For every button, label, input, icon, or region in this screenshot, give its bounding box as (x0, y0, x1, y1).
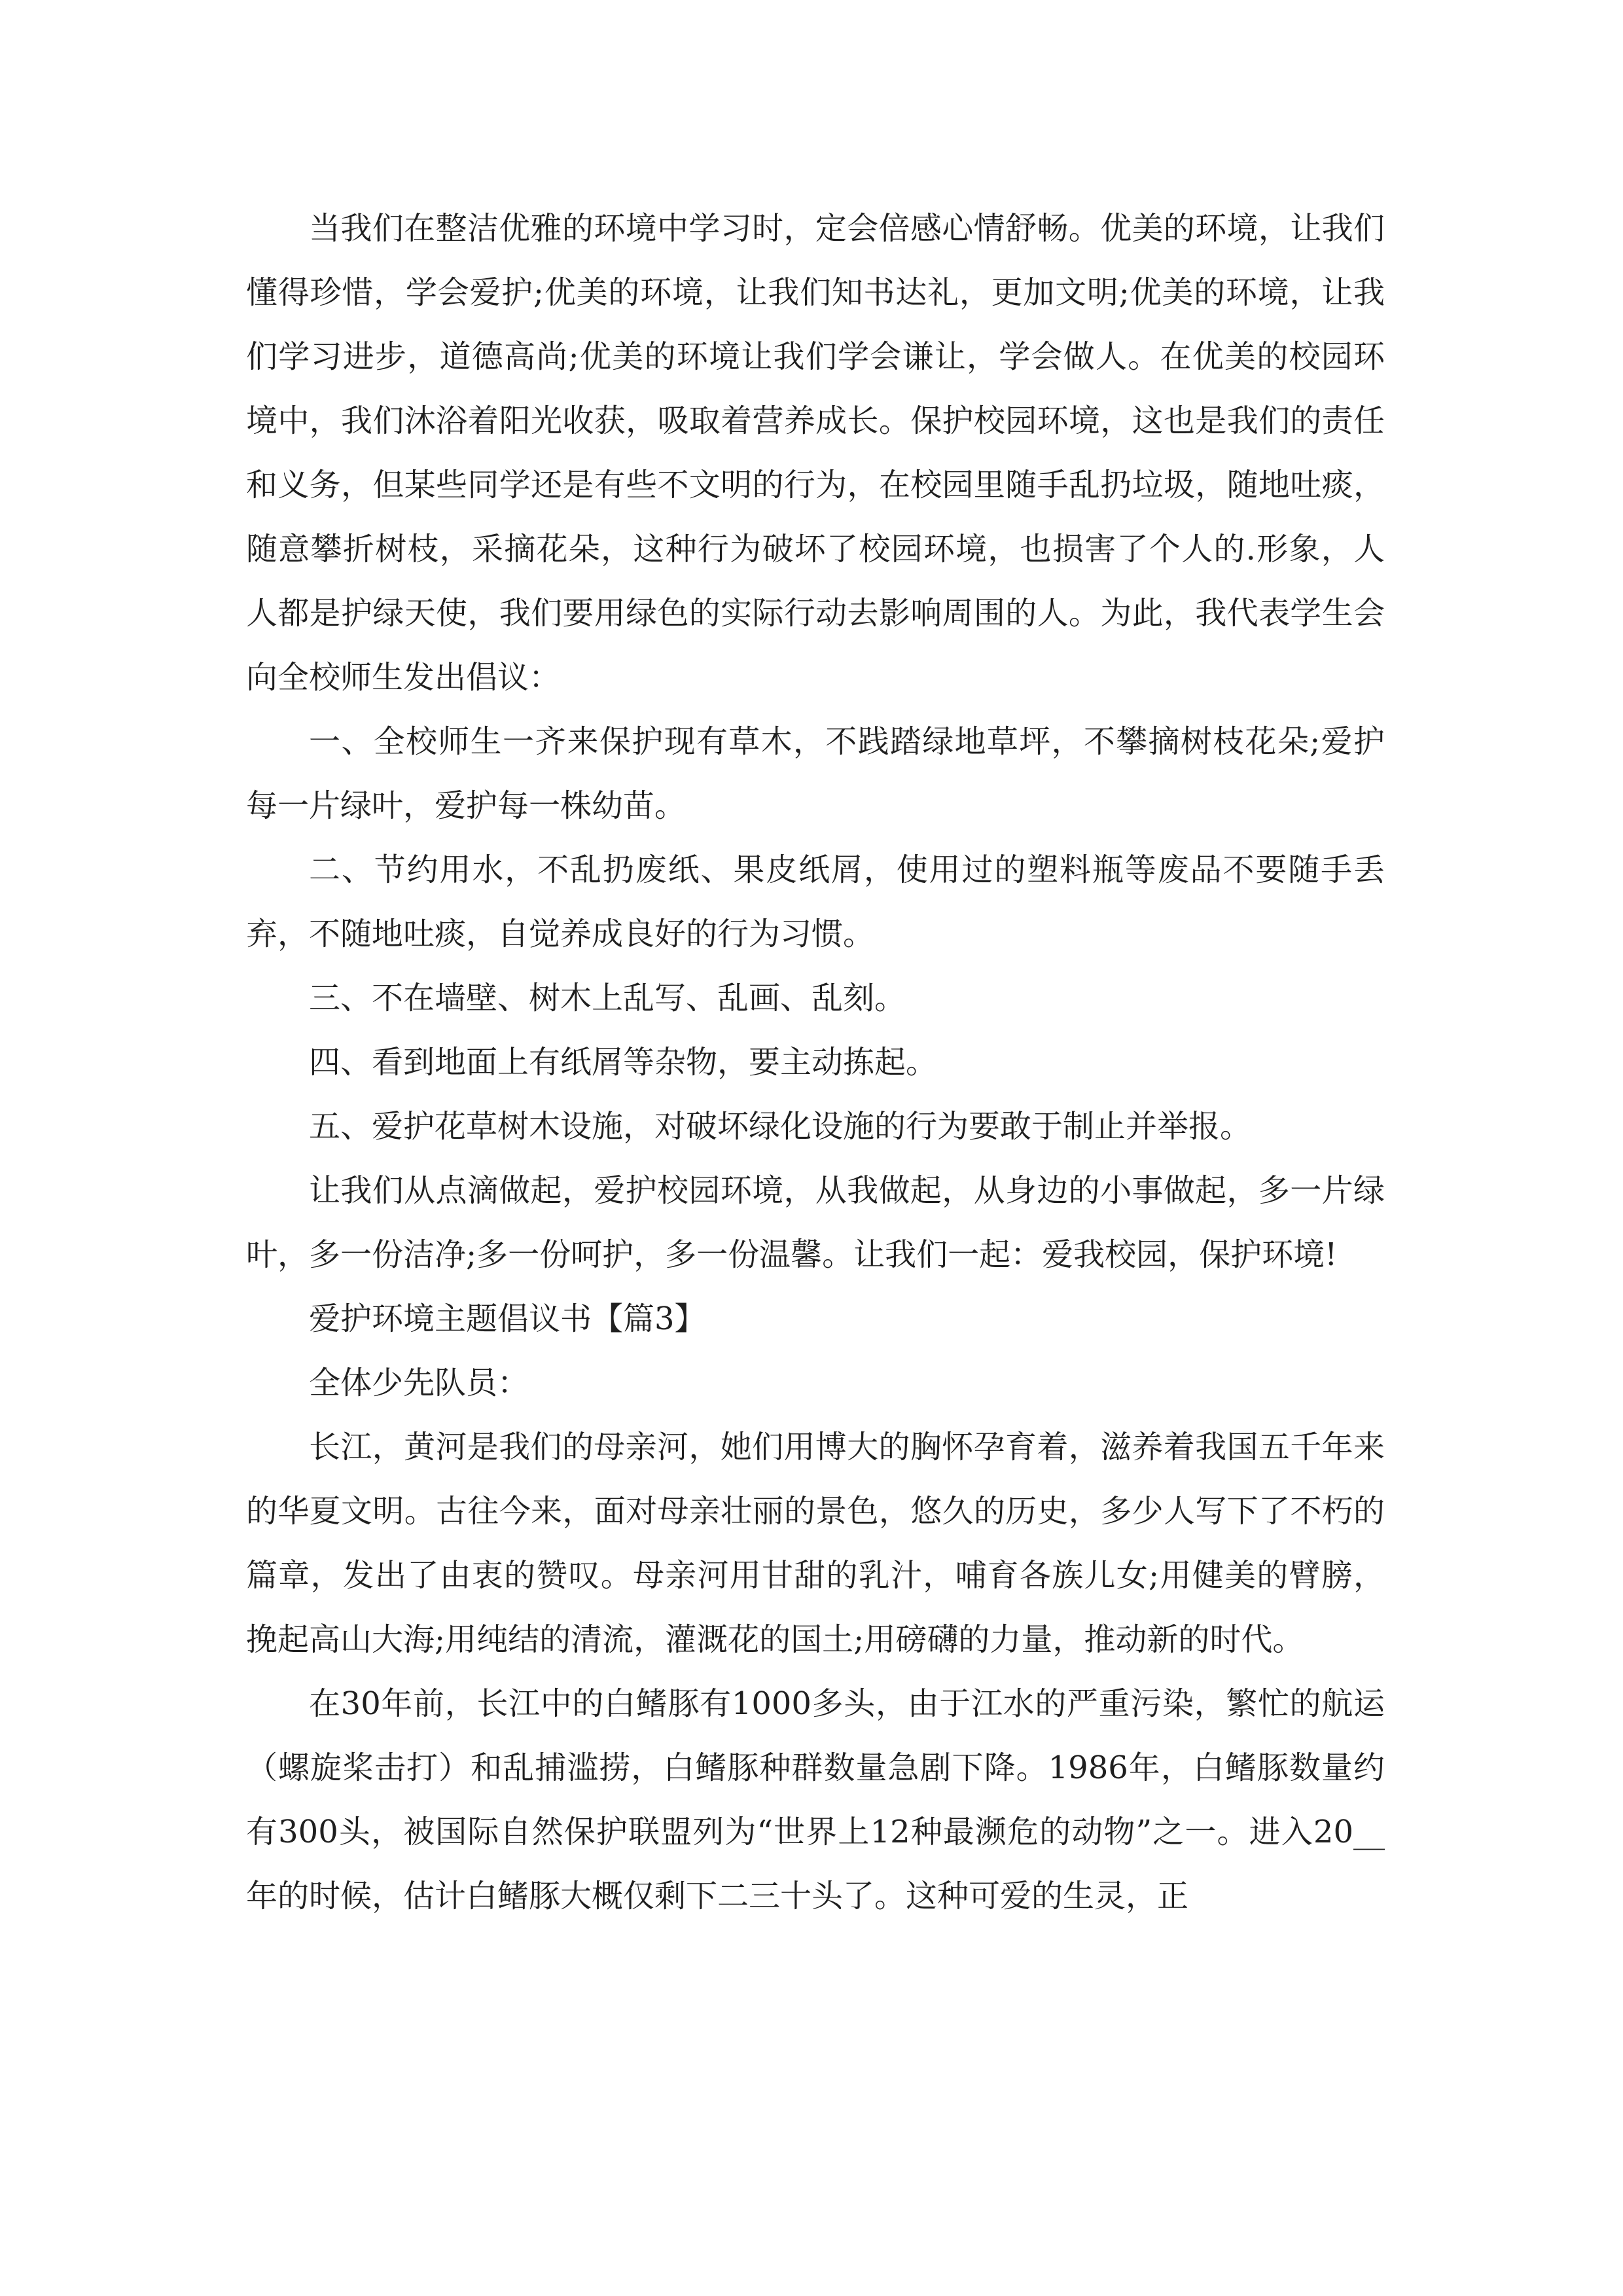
paragraph-intro: 当我们在整洁优雅的环境中学习时，定会倍感心情舒畅。优美的环境，让我们懂得珍惜，学会爱护;优美的环境，让我们知书达礼，更加文明;优美的环境，让我们学习进步，道德高尚;优美的环境让我们学会谦让，学会做人。在优美的校园环境中，我们沐浴着阳光收获，吸取着营养成长。保护校园环境，这也是我们的责任和义务，但某些同学还是有些不文明的行为，在校园里随手乱扔垃圾，随地吐痰，随意攀折树枝，采摘花朵，这种行为破坏了校园环境，也损害了个人的.形象，人人都是护绿天使，我们要用绿色的实际行动去影响周围的人。为此，我代表学生会向全校师生发出倡议： (246, 210, 1385, 696)
paragraph-closing: 让我们从点滴做起，爱护校园环境，从我做起，从身边的小事做起，多一片绿叶，多一份洁净;多一份呵护，多一份温馨。让我们一起：爱我校园，保护环境! (246, 1172, 1385, 1273)
paragraph-dolphin: 在30年前，长江中的白鳍豚有1000多头，由于江水的严重污染，繁忙的航运（螺旋桨击打）和乱捕滥捞，白鳍豚种群数量急剧下降。1986年，白鳍豚数量约有300头，被国际自然保护联盟列为“世界上12种最濒危的动物”之一。进入20__年的时候，估计白鳍豚大概仅剩下二三十头了。这种可爱的生灵，正 (246, 1685, 1385, 1914)
paragraph-proposal-3: 三、不在墙壁、树木上乱写、乱画、乱刻。 (309, 980, 906, 1016)
paragraph-proposal-1: 一、全校师生一齐来保护现有草木，不践踏绿地草坪，不攀摘树枝花朵;爱护每一片绿叶，爱护每一株幼苗。 (246, 723, 1385, 824)
document-page (246, 196, 1385, 1928)
salutation: 全体少先队员： (309, 1365, 529, 1401)
paragraph-proposal-2: 二、节约用水，不乱扔废纸、果皮纸屑，使用过的塑料瓶等废品不要随手丢弃，不随地吐痰，自觉养成良好的行为习惯。 (246, 852, 1385, 952)
paragraph-rivers: 长江，黄河是我们的母亲河，她们用博大的胸怀孕育着，滋养着我国五千年来的华夏文明。古往今来，面对母亲壮丽的景色，悠久的历史，多少人写下了不朽的篇章，发出了由衷的赞叹。母亲河用甘甜的乳汁，哺育各族儿女;用健美的臂膀，挽起高山大海;用纯结的清流，灌溉花的国土;用磅礴的力量，推动新的时代。 (246, 1429, 1385, 1658)
paragraph-proposal-5: 五、爱护花草树木设施，对破坏绿化设施的行为要敢于制止并举报。 (309, 1108, 1252, 1145)
section-title: 爱护环境主题倡议书【篇3】 (309, 1300, 706, 1337)
paragraph-proposal-4: 四、看到地面上有纸屑等杂物，要主动拣起。 (309, 1044, 938, 1081)
